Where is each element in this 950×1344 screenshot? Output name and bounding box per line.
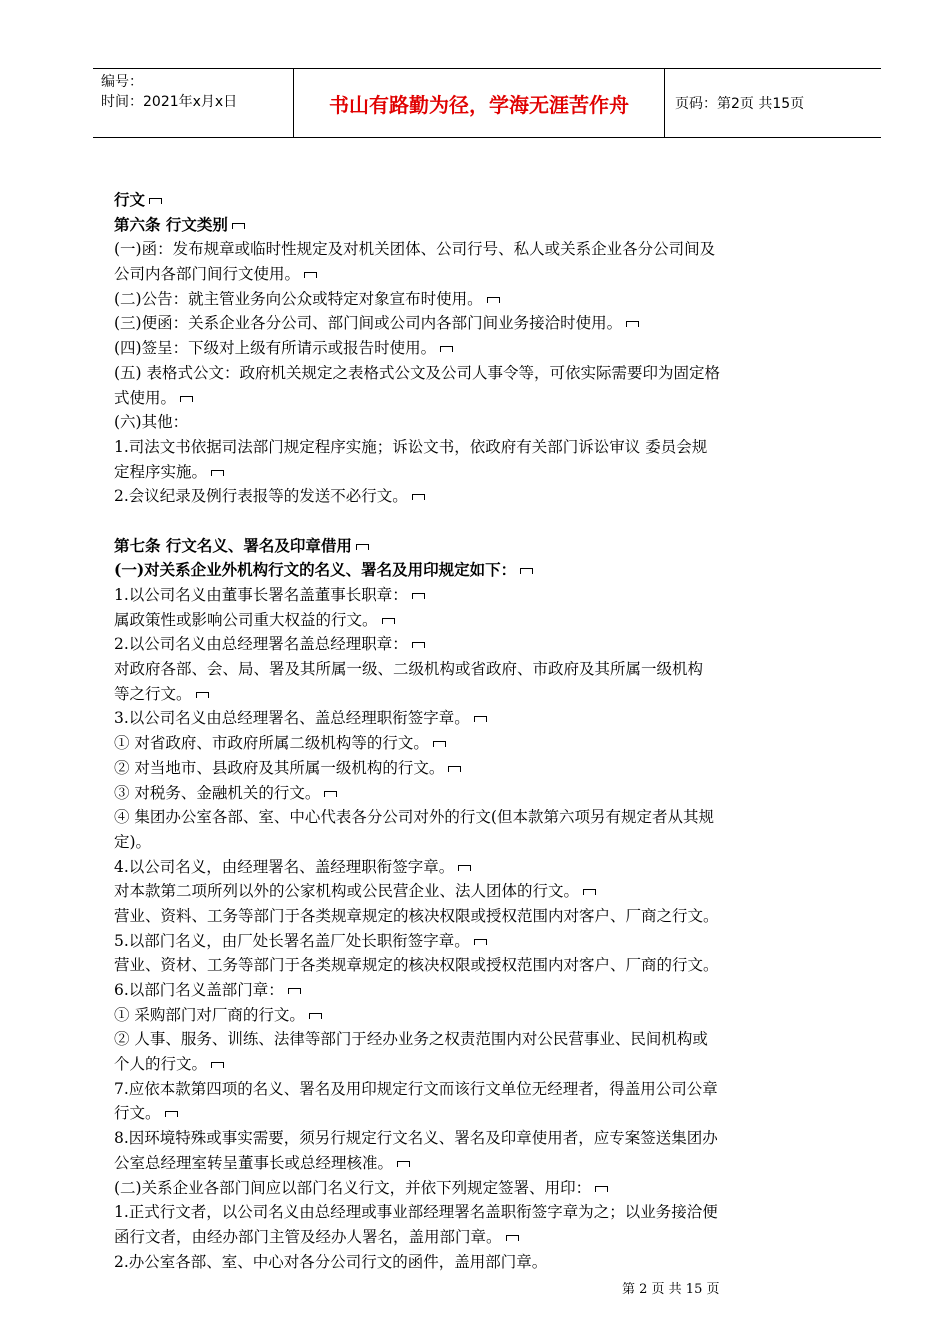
line-text: ① 采购部门对厂商的行文。 — [114, 1005, 305, 1024]
time-label: 时间：2021年x月x日 — [101, 94, 238, 110]
line-text: (二)公告：就主管业务向公众或特定对象宣布时使用。 — [114, 289, 483, 308]
line-text: (二)关系企业各部门间应以部门名义行文，并依下列规定签署、用印： — [114, 1178, 592, 1197]
line-text: 行文。 — [114, 1104, 161, 1123]
text-line — [114, 1101, 864, 1126]
line-text: 1.以公司名义由董事长署名盖董事长职章： — [114, 586, 408, 604]
text-line — [114, 435, 864, 460]
paragraph-mark-icon — [474, 939, 487, 945]
paragraph-mark-icon — [196, 692, 209, 698]
line-text: 1.司法文书依据司法部门规定程序实施；诉讼文书，依政府有关部门诉讼审议 委员会规 — [114, 437, 708, 456]
paragraph-mark-icon — [304, 272, 317, 278]
paragraph-mark-icon — [232, 223, 245, 229]
line-text: 2.会议纪录及例行表报等的发送不必行文。 — [114, 487, 408, 506]
paragraph-mark-icon — [149, 198, 162, 204]
paragraph-mark-icon — [356, 544, 369, 550]
line-text: 对政府各部、会、局、署及其所属一级、二级机构或省政府、市政府及其所属一级机构 — [114, 660, 704, 679]
text-line — [114, 1126, 864, 1151]
paragraph-mark-icon — [288, 988, 301, 994]
text-line — [114, 410, 864, 435]
header-motto: 书山有路勤为径，学海无涯苦作舟 — [294, 69, 665, 137]
blank-line — [114, 509, 864, 534]
text-line — [114, 929, 864, 954]
line-text: (六)其他： — [114, 413, 189, 432]
line-text: 2.以公司名义由总经理署名盖总经理职章： — [114, 635, 408, 654]
text-line — [114, 657, 864, 682]
paragraph-mark-icon — [180, 396, 193, 402]
text-line — [114, 1052, 864, 1077]
paragraph-mark-icon — [211, 1062, 224, 1068]
text-line — [114, 386, 864, 411]
text-line — [114, 460, 864, 485]
text-line — [114, 188, 864, 213]
paragraph-mark-icon — [324, 791, 337, 797]
line-text: 等之行文。 — [114, 684, 192, 703]
line-text: 2.办公室各部、室、中心对各分公司行文的函件，盖用部门章。 — [114, 1252, 548, 1271]
line-text: 公室总经理室转呈董事长或总经理核准。 — [114, 1153, 394, 1172]
text-line — [114, 1151, 864, 1176]
text-line — [114, 608, 864, 633]
paragraph-mark-icon — [211, 470, 224, 476]
line-text: 7.应依本款第四项的名义、署名及用印规定行文而该行文单位无经理者，得盖用公司公章 — [114, 1079, 718, 1098]
line-text: 6.以部门名义盖部门章： — [114, 981, 284, 999]
line-text: 对本款第二项所列以外的公家机构或公民营企业、法人团体的行文。 — [114, 882, 580, 901]
text-line — [114, 1077, 864, 1102]
text-line — [114, 830, 864, 855]
text-line — [114, 632, 864, 657]
text-line — [114, 534, 864, 559]
text-line — [114, 583, 864, 608]
line-text: 个人的行文。 — [114, 1055, 208, 1074]
paragraph-mark-icon — [440, 346, 453, 352]
line-text: ② 对当地市、县政府及其所属一级机构的行文。 — [114, 758, 445, 777]
paragraph-mark-icon — [433, 741, 446, 747]
text-line — [114, 336, 864, 361]
line-text: (三)便函：关系企业各分公司、部门间或公司内各部门间业务接洽时使用。 — [114, 314, 623, 333]
line-text: 属政策性或影响公司重大权益的行文。 — [114, 610, 378, 629]
line-text: 5.以部门名义，由厂处长署名盖厂处长职衔签字章。 — [114, 931, 470, 950]
text-line — [114, 805, 864, 830]
paragraph-mark-icon — [474, 716, 487, 722]
paragraph-mark-icon — [382, 618, 395, 624]
paragraph-mark-icon — [595, 1186, 608, 1192]
text-line — [114, 953, 864, 978]
text-line — [114, 558, 864, 583]
serial-label: 编号： — [101, 74, 143, 90]
line-text: 3.以公司名义由总经理署名、盖总经理职衔签字章。 — [114, 709, 470, 728]
text-line — [114, 1027, 864, 1052]
line-text: 函行文者，由经办部门主管及经办人署名，盖用部门章。 — [114, 1227, 502, 1246]
line-text: 定程序实施。 — [114, 462, 208, 481]
text-line — [114, 904, 864, 929]
line-text: 4.以公司名义，由经理署名、盖经理职衔签字章。 — [114, 857, 455, 876]
line-text: 定)。 — [114, 832, 152, 851]
header-page-info: 页码：第2页 共15页 — [675, 96, 805, 112]
paragraph-mark-icon — [583, 889, 596, 895]
text-line — [114, 756, 864, 781]
paragraph-mark-icon — [412, 642, 425, 648]
line-text: 公司内各部门间行文使用。 — [114, 265, 301, 284]
text-line — [114, 1200, 864, 1225]
line-text: 第六条 行文类别 — [114, 214, 228, 234]
text-line — [114, 706, 864, 731]
paragraph-mark-icon — [309, 1013, 322, 1019]
paragraph-mark-icon — [458, 865, 471, 871]
text-line — [114, 1225, 864, 1250]
paragraph-mark-icon — [448, 766, 461, 772]
text-line — [114, 978, 864, 1003]
paragraph-mark-icon — [487, 297, 500, 303]
paragraph-mark-icon — [165, 1111, 178, 1117]
line-text: 式使用。 — [114, 388, 177, 407]
text-line — [114, 484, 864, 509]
text-line — [114, 213, 864, 238]
line-text: ④ 集团办公室各部、室、中心代表各分公司对外的行文(但本款第六项另有规定者从其规 — [114, 808, 714, 827]
text-line — [114, 781, 864, 806]
paragraph-mark-icon — [506, 1235, 519, 1241]
paragraph-mark-icon — [397, 1161, 410, 1167]
text-line — [114, 1003, 864, 1028]
text-line — [114, 287, 864, 312]
text-line — [114, 262, 864, 287]
text-line — [114, 731, 864, 756]
line-text: ① 对省政府、市政府所属二级机构等的行文。 — [114, 734, 429, 753]
page-footer: 第 2 页 共 15 页 — [622, 1282, 720, 1297]
line-text: (一)函：发布规章或临时性规定及对机关团体、公司行号、私人或关系企业各分公司间及 — [114, 240, 716, 259]
text-line — [114, 682, 864, 707]
line-text: (五) 表格式公文：政府机关规定之表格式公文及公司人事令等，可依实际需要印为固定格 — [114, 363, 721, 382]
text-line — [114, 361, 864, 386]
text-line — [114, 855, 864, 880]
line-text: 营业、资料、工务等部门于各类规章规定的核决权限或授权范围内对客户、厂商之行文。 — [114, 906, 719, 925]
line-text: 行文 — [114, 190, 146, 209]
line-text: ③ 对税务、金融机关的行文。 — [114, 783, 321, 802]
line-text: 8.因环境特殊或事实需要，须另行规定行文名义、署名及印章使用者，应专案签送集团办 — [114, 1129, 718, 1148]
line-text: 第七条 行文名义、署名及印章借用 — [114, 535, 352, 555]
paragraph-mark-icon — [520, 568, 533, 574]
line-text: 1.正式行文者，以公司名义由总经理或事业部经理署名盖职衔签字章为之；以业务接洽便 — [114, 1203, 718, 1222]
text-line — [114, 237, 864, 262]
paragraph-mark-icon — [412, 494, 425, 500]
text-line — [114, 879, 864, 904]
text-line — [114, 311, 864, 336]
text-line — [114, 1250, 864, 1275]
line-text: ② 人事、服务、训练、法律等部门于经办业务之权责范围内对公民营事业、民间机构或 — [114, 1030, 708, 1049]
line-text: (四)签呈：下级对上级有所请示或报告时使用。 — [114, 339, 437, 358]
paragraph-mark-icon — [412, 593, 425, 599]
line-text: (一)对关系企业外机构行文的名义、署名及用印规定如下： — [114, 560, 517, 580]
document-body — [114, 188, 864, 1274]
header-meta-cell — [93, 69, 294, 137]
paragraph-mark-icon — [626, 321, 639, 327]
page-header — [93, 68, 881, 138]
text-line — [114, 1176, 864, 1201]
line-text: 营业、资材、工务等部门于各类规章规定的核决权限或授权范围内对客户、厂商的行文。 — [114, 956, 719, 975]
